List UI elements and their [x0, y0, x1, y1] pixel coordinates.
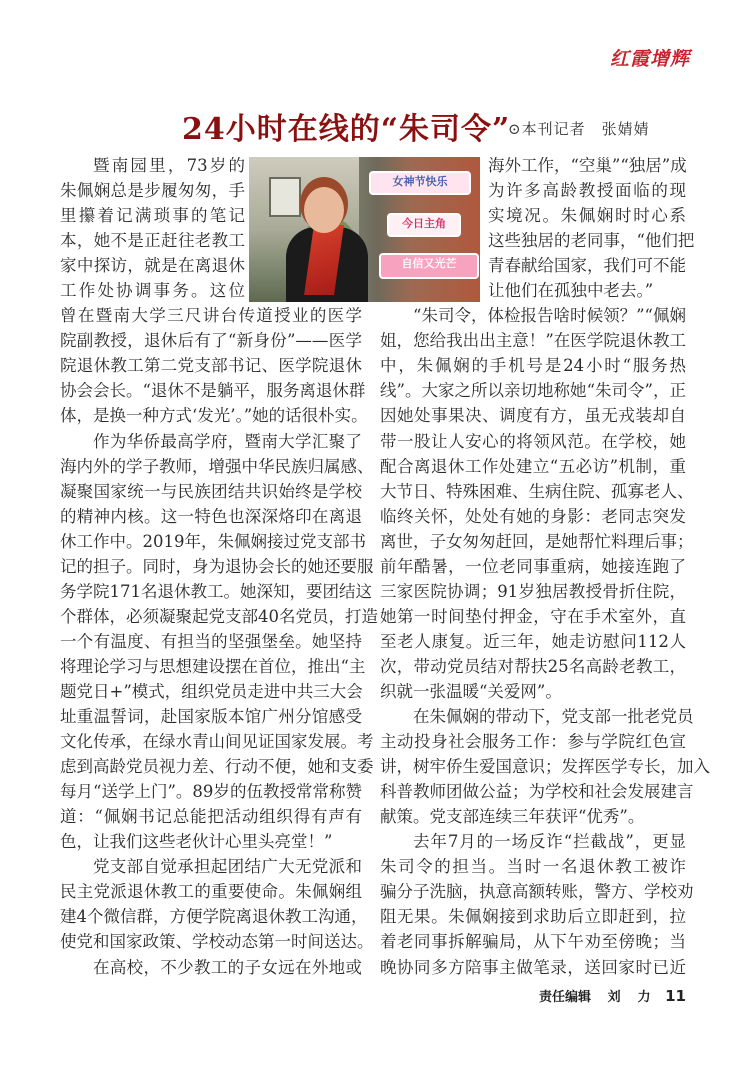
text-line: 使党和国家政策、学校动态第一时间送达。: [60, 932, 374, 952]
text-line: 海外工作，“空巢”“独居”成: [488, 156, 687, 175]
text-line: 朱佩娴总是步履匆匆，手: [60, 181, 245, 201]
text-line: 道：“佩娴书记总能把活动组织得有声有: [60, 807, 362, 827]
photo-sign: 自信又光芒: [379, 253, 479, 279]
text-line: 献策。党支部连续三年获评“优秀”。: [380, 807, 645, 827]
text-line: 的精神内核。这一特色也深深烙印在离退: [60, 506, 362, 526]
text-line: 为许多高龄教授面临的现: [488, 181, 686, 201]
text-line: 务学院171名退休教工。她深知，要团结这: [60, 581, 372, 601]
text-line: 将理论学习与思想建设摆在首位，推出“主: [60, 656, 366, 676]
editor-label: 责任编辑: [539, 990, 592, 1005]
text-line: 青春献给国家，我们可不能: [488, 256, 686, 276]
text-line: 在高校，不少教工的子女远在外地或: [93, 957, 362, 977]
text-line: 带一股让人安心的将领风范。在学校，她: [380, 431, 686, 451]
section-tag: 红霞增辉: [610, 48, 691, 70]
text-line: 色，让我们这些老伙计心里头亮堂！”: [60, 832, 333, 852]
article-byline: ⊙本刊记者 张婧婧: [508, 120, 650, 138]
text-line: 本，她不是正赶往老教工: [60, 231, 245, 251]
text-line: 线”。大家之所以亲切地称她“朱司令”，正: [380, 381, 686, 401]
text-line: 朱司令的担当。当时一名退休教工被诈: [380, 857, 686, 877]
text-line: 体，是换一种方式‘发光’。”她的话很朴实。: [60, 406, 368, 426]
text-line: 骗分子洗脑，执意高额转账，警方、学校劝: [380, 882, 694, 902]
text-line: 里攥着记满琐事的笔记: [60, 206, 245, 226]
text-line: 址重温誓词，赴国家版本馆广州分馆感受: [60, 707, 362, 727]
text-line: 织就一张温暖“关爱网”。: [380, 681, 562, 701]
page-number: 11: [665, 987, 686, 1005]
text-line: 工作处协调事务。这位: [60, 281, 245, 301]
text-line: 题党日+”模式，组织党员走进中共三大会: [60, 681, 363, 701]
text-line: 次，带动党员结对帮扶25名高龄老教工，: [380, 656, 686, 676]
text-line: 协会会长。“退休不是躺平，服务离退休群: [60, 381, 366, 401]
text-line: 曾在暨南大学三尺讲台传道授业的医学: [60, 306, 362, 326]
article-title: 24小时在线的“朱司令”: [182, 112, 511, 147]
text-line: 至老人康复。近三年，她走访慰问112人: [380, 631, 686, 651]
text-line: 三家医院协调；91岁独居教授骨折住院，: [380, 581, 686, 601]
text-line: 科普教师团做公益；为学校和社会发展建言: [380, 782, 694, 802]
text-line: 院退休教工第二党支部书记、医学院退休: [60, 356, 362, 376]
text-line: 在朱佩娴的带动下，党支部一批老党员: [413, 707, 694, 727]
text-line: 因她处事果决、调度有方，虽无戎装却自: [380, 406, 686, 426]
text-line: 建4个微信群，方便学院离退休教工沟通，: [60, 907, 368, 927]
text-line: 实境况。朱佩娴时时心系: [488, 206, 686, 226]
text-line: 中，朱佩娴的手机号是24小时“服务热: [380, 356, 686, 376]
text-line: 海内外的学子教师，增强中华民族归属感、: [60, 456, 374, 476]
text-line: 党支部自觉承担起团结广大无党派和: [93, 857, 362, 877]
text-line: 让他们在孤独中老去。”: [488, 281, 654, 301]
page-footer: [539, 986, 686, 1005]
text-line: 着老同事拆解骗局，从下午劝至傍晚；当: [380, 932, 686, 952]
text-line: 记的担子。同时，身为退协会长的她还要服: [60, 556, 374, 576]
text-line: 大节日、特殊困难、生病住院、孤寡老人、: [380, 481, 694, 501]
text-line: 阻无果。朱佩娴接到求助后立即赶到，拉: [380, 907, 686, 927]
text-line: 休工作中。2019年，朱佩娴接过党支部书: [60, 531, 366, 551]
article-photo: [249, 157, 480, 302]
text-line: 去年7月的一场反诈“拦截战”，更显: [413, 832, 686, 852]
photo-sign: 女神节快乐: [369, 171, 471, 195]
photo-sign: 今日主角: [387, 213, 461, 237]
text-line: 每月“送学上门”。89岁的伍教授常常称赞: [60, 782, 362, 802]
text-line: 一个有温度、有担当的坚强堡垒。她坚持: [60, 631, 362, 651]
text-line: 前年酷暑，一位老同事重病，她接连跑了: [380, 556, 686, 576]
text-line: “朱司令，体检报告啥时候领？”“佩娴: [413, 306, 686, 326]
text-line: 凝聚国家统一与民族团结共识始终是学校: [60, 481, 362, 501]
photo-window: [269, 177, 301, 217]
photo-woman-head: [304, 187, 344, 233]
text-line: 临终关怀，处处有她的身影：老同志突发: [380, 506, 686, 526]
text-line: 院副教授，退休后有了“新身份”——医学: [60, 331, 362, 351]
text-line: 配合离退休工作处建立“五必访”机制，重: [380, 456, 686, 476]
text-line: 晚协同多方陪事主做笔录，送回家时已近: [380, 957, 686, 977]
text-line: 姐，您给我出出主意！”在医学院退休教工: [380, 331, 686, 351]
text-line: 家中探访，就是在离退休: [60, 256, 245, 276]
text-line: 暨南园里，73岁的: [93, 156, 245, 175]
text-line: 虑到高龄党员视力差、行动不便，她和支委: [60, 757, 374, 777]
text-line: 作为华侨最高学府，暨南大学汇聚了: [93, 431, 362, 451]
text-line: 讲，树牢侨生爱国意识；发挥医学专长，加入: [380, 757, 710, 777]
text-line: 这些独居的老同事，“他们把: [488, 231, 695, 251]
text-line: 民主党派退休教工的重要使命。朱佩娴组: [60, 882, 362, 902]
text-line: 离世，子女匆匆赶回，是她帮忙料理后事；: [380, 531, 694, 551]
text-line: 个群体，必须凝聚起党支部40名党员，打造: [60, 606, 378, 626]
text-line: 文化传承，在绿水青山间见证国家发展。考: [60, 732, 374, 752]
editor-name: 刘 力: [607, 990, 653, 1005]
text-line: 主动投身社会服务工作：参与学院红色宣: [380, 732, 686, 752]
text-line: 她第一时间垫付押金，守在手术室外，直: [380, 606, 686, 626]
